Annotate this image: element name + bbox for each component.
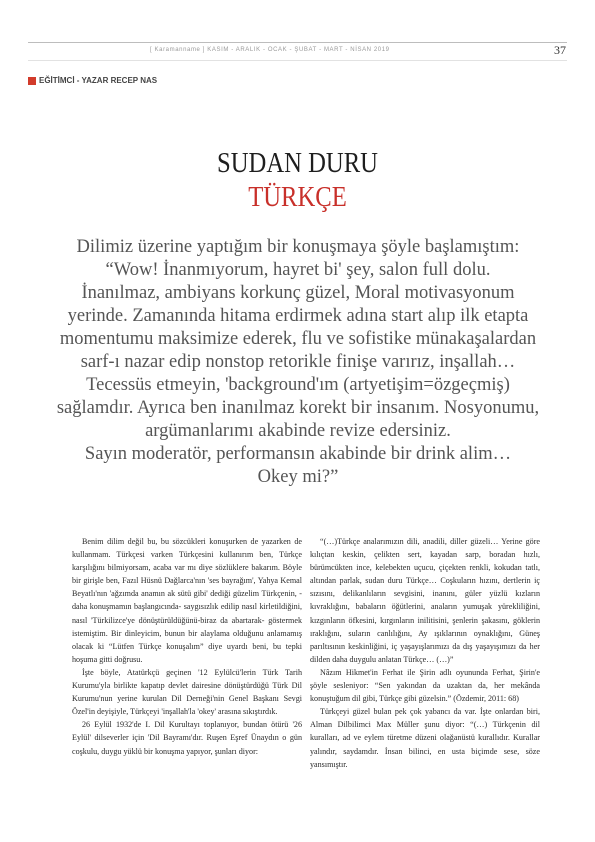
intro-line: momentumu maksimize ederek, flu ve sofistike münakaşalardan <box>59 329 537 349</box>
intro-line: Okey mi?” <box>257 467 339 487</box>
issue-line: [ Karamanname ] KASIM - ARALIK - OCAK - ŞUBAT - MART - NİSAN 2019 <box>150 47 390 53</box>
paragraph: 26 Eylül 1932'de I. Dil Kurultayı toplanıyor, bundan ötürü '26 Eylül' dilseverler için 'Dil Bayramı'dır. Ruşen Eşref Ünaydın o gün coşkulu, duygu yüklü bir konuşma yapıyor, şunları diyor: <box>72 720 302 756</box>
intro-line: Tecessüs etmeyin, 'background'ım (artyetişim=özgeçmiş) <box>86 375 510 395</box>
section-square-icon <box>28 77 36 85</box>
article-title-line1: SUDAN DURU <box>217 147 378 179</box>
body-column-right <box>310 535 540 771</box>
intro-line: “Wow! İnanmıyorum, hayret bi' şey, salon full dolu. <box>105 260 491 280</box>
article-title-line2: TÜRKÇE <box>248 181 347 213</box>
body-column-left <box>72 535 302 758</box>
intro-line: Sayın moderatör, performansın akabinde bir drink alim… <box>84 444 512 464</box>
paragraph: Nâzım Hikmet'in Ferhat ile Şirin adlı oyununda Ferhat, Şirin'e şöyle sesleniyor: “Sen yakından da uzaktan da, her mekânda konuştuğum dil gibi, Türkçe gibi güzelsin.” (Özdemir, 2011: 68) <box>310 667 540 704</box>
header-rule <box>28 42 567 43</box>
section-label: EĞİTİMCİ - YAZAR RECEP NAS <box>39 76 158 85</box>
paragraph: “(…)Türkçe analarımızın dili, anadili, diller güzeli… Yerine göre kılıçtan keskin, çelikten sert, kayadan sarp, boradan hızlı, bürümcükten ince, kelebekten uçucu, çiçekten renkli, kokudan tatlı, altından parlak, sudan duru Türkçe… Coşkuların hızını, dertlerin iç sızısını, delikanlıların sevgisini, inanını, güler yüzlü kızların kıvraklığını, babaların öğütlerini, anaların yumuşak yürekliliğini, kızgınların öfkesini, kırgınların inilitisini, şenlerin şakasını, göklerin ıraklığını, suların canlılığını, Ay ışıklarının oynaklığını, Güneş parıltısının keskinliğini, iç yaşayışlarımızı da dış yaşayışımızı da her dilden daha duygulu anlatan Türkçe… (…)” <box>310 537 540 664</box>
intro-quote <box>46 236 550 489</box>
page-number: 37 <box>554 43 566 57</box>
intro-line: Dilimiz üzerine yaptığım bir konuşmaya şöyle başlamıştım: <box>76 237 520 257</box>
intro-line: sağlamdır. Ayrıca ben inanılmaz korekt bir insanım. Nosyonumu, <box>56 398 540 418</box>
paragraph: Türkçeyi güzel bulan pek çok yabancı da var. İşte onlardan biri, Alman Dilbilimci Max Müller şunu diyor: “(…) Türkçenin dil kuralları, ad ve eylem türetme düzeni olağanüstü kurallıdır. Kurallar yalındır, saydamdır. İnsan bilinci, en usta biçimde sese, söze yansımıştır. <box>310 707 540 769</box>
intro-line: yerinde. Zamanında hitama erdirmek adına start alıp ilk etapta <box>67 306 529 326</box>
paragraph: Benim dilim değil bu, bu sözcükleri konuşurken de yazarken de kullanmam. Türkçesi varken Türkçesini kullanırım ben, Türkçe karşılığını bilmiyorsam, acaba var mı diye sözlüklere bakarım. Böyle bir girişle ben, Fazıl Hüsnü Dağlarca'nın 'ses bayrağım', Yahya Kemal Beyatlı'nın 'ağzımda anamın ak sütü gibi' dediği güzelim Türkçenin, -daha konuşmamın başlangıcında- saygısızlık edilip nasıl kirletildiğini, nasıl 'Türkilizce'ye dönüştürüldüğünü-biraz da abartarak- göstermek istemiştim. Bir dinleyicim, bunun bir alaylama olduğunu anlamamış olacak ki “Lütfen Türkçe konuşalım” diye uyardı beni, bu tepki hoşuma gitti doğrusu. <box>72 537 302 664</box>
intro-line: İnanılmaz, ambiyans korkunç güzel, Moral motivasyonum <box>81 283 515 303</box>
paragraph: İşte böyle, Atatürkçü geçinen '12 Eylülcü'lerin Türk Tarih Kurumu'yla birlikte kapatıp devlet dairesine dönüştürdüğü Türk Dil Kurumu'nun yerine kurulan Dil Derneği'nin Genel Başkanı Sevgi Özel'in deyişiyle, Türkçeyi 'inşallah'la 'okey' arasına sıkıştırdık. <box>72 667 302 717</box>
intro-line: argümanlarımı akabinde revize edersiniz. <box>145 421 451 441</box>
intro-line: sarf-ı nazar edip nonstop retorikle finişe varırız, inşallah… <box>80 352 516 372</box>
header-divider <box>28 60 567 61</box>
